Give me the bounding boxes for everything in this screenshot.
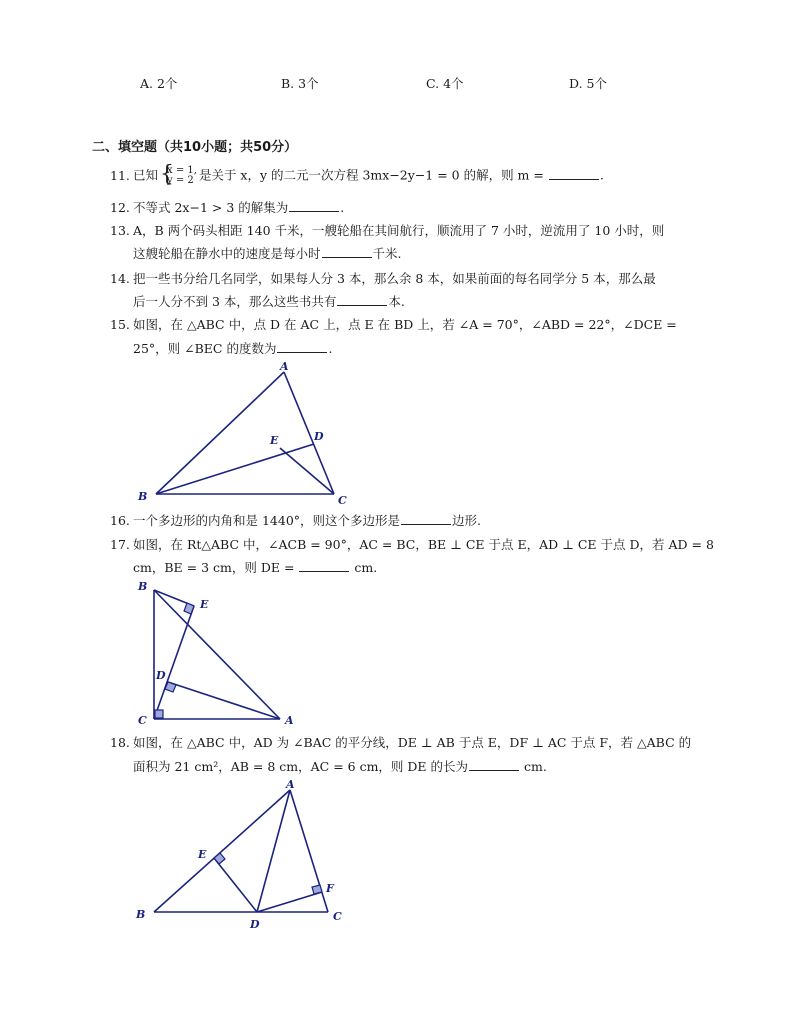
question-13-line2	[133, 245, 402, 263]
segment-ad	[257, 790, 290, 912]
question-number: 14.	[110, 271, 130, 286]
answer-blank[interactable]	[289, 199, 339, 212]
vertex-label-a: A	[280, 360, 289, 373]
vertex-label-a: A	[286, 778, 295, 791]
question-text: 这艘轮船在静水中的速度是每小时	[133, 246, 321, 261]
vertex-label-d: D	[314, 430, 324, 443]
question-text: .	[328, 341, 333, 356]
question-number: 15.	[110, 317, 130, 332]
question-number: 17.	[110, 537, 130, 552]
question-text: 边形.	[452, 513, 482, 528]
question-15	[110, 316, 677, 334]
option-d: D. 5个	[569, 76, 607, 91]
system-line-1: x = 1,	[167, 165, 197, 176]
question-text: 后一人分不到 3 本，那么这些书共有	[133, 294, 337, 309]
question-number: 18.	[110, 735, 130, 750]
question-number: 12.	[110, 200, 130, 215]
vertex-label-f: F	[326, 882, 334, 895]
segment-ab	[156, 372, 284, 494]
segment-ad	[168, 682, 280, 719]
question-17-line2	[133, 559, 377, 577]
vertex-label-c: C	[333, 910, 342, 923]
vertex-label-a: A	[285, 714, 294, 727]
answer-blank[interactable]	[322, 245, 372, 258]
segment-ac	[284, 372, 334, 494]
question-number: 11.	[110, 167, 130, 183]
question-15-line2	[133, 340, 332, 358]
question-13	[110, 222, 664, 240]
question-14	[110, 270, 656, 288]
question-text: 一个多边形的内角和是 1440°，则这个多边形是	[133, 513, 401, 528]
question-text: 本.	[388, 294, 405, 309]
right-angle-marker-e	[214, 853, 225, 864]
segment-ce	[154, 606, 194, 719]
question-18	[110, 734, 691, 752]
question-14-line2	[133, 293, 405, 311]
question-number: 16.	[110, 513, 130, 528]
segment-ac	[290, 790, 328, 912]
question-text: 千米.	[372, 246, 402, 261]
question-number: 13.	[110, 223, 130, 238]
option-a: A. 2个	[140, 76, 178, 91]
question-text: 把一些书分给几名同学，如果每人分 3 本，那么余 8 本，如果前面的每名同学分 5 本，那么最	[133, 271, 656, 286]
answer-blank[interactable]	[401, 512, 451, 525]
right-angle-marker-c	[155, 710, 163, 718]
question-text: cm，BE = 3 cm，则 DE =	[133, 560, 299, 575]
right-angle-marker-f	[312, 885, 322, 894]
vertex-label-c: C	[138, 714, 147, 727]
question-text: 不等式 2x−1 > 3 的解集为	[133, 200, 289, 215]
vertex-label-d: D	[250, 918, 260, 928]
question-text: 是关于 x，y 的二元一次方程 3mx−2y−1 = 0 的解，则 m =	[198, 167, 548, 183]
question-text: 如图，在 Rt△ABC 中，∠ACB = 90°，AC = BC，BE ⊥ CE 于点 E，AD ⊥ CE 于点 D，若 AD = 8	[133, 537, 714, 552]
segment-ec	[280, 448, 334, 494]
vertex-label-d: D	[156, 669, 166, 682]
option-b: B. 3个	[281, 76, 319, 91]
question-end: .	[340, 200, 345, 215]
vertex-label-e: E	[200, 598, 209, 611]
vertex-label-b: B	[136, 908, 146, 921]
question-end: .	[599, 167, 604, 183]
question-18-line2	[133, 758, 547, 776]
figure-15-triangle	[130, 358, 360, 508]
segment-df	[257, 892, 322, 912]
section-title: 二、填空题（共10小题；共50分）	[92, 140, 298, 155]
figure-17-triangle	[130, 578, 310, 728]
segment-bd	[156, 444, 314, 494]
question-11	[110, 162, 604, 187]
segment-ba	[154, 590, 280, 719]
vertex-label-e: E	[198, 848, 207, 861]
answer-blank[interactable]	[549, 167, 599, 180]
vertex-label-e: E	[270, 434, 279, 447]
option-c: C. 4个	[426, 76, 464, 91]
vertex-label-b: B	[138, 490, 148, 503]
question-16	[110, 512, 481, 530]
question-text: 面积为 21 cm²，AB = 8 cm，AC = 6 cm，则 DE 的长为	[133, 759, 469, 774]
answer-blank[interactable]	[299, 559, 349, 572]
question-text: 已知	[133, 167, 159, 183]
vertex-label-c: C	[338, 494, 347, 507]
vertex-label-b: B	[138, 580, 148, 593]
equation-system: { x = 1, y = 2	[160, 162, 197, 187]
question-17	[110, 536, 714, 554]
question-text: cm.	[520, 759, 547, 774]
answer-blank[interactable]	[469, 758, 519, 771]
question-text: 如图，在 △ABC 中，AD 为 ∠BAC 的平分线，DE ⊥ AB 于点 E，DF ⊥ AC 于点 F，若 △ABC 的	[133, 735, 692, 750]
segment-de	[214, 858, 257, 912]
question-text: 25°，则 ∠BEC 的度数为	[133, 341, 277, 356]
system-line-2: y = 2	[167, 175, 194, 186]
answer-blank[interactable]	[337, 293, 387, 306]
question-12	[110, 199, 344, 217]
answer-blank[interactable]	[277, 340, 327, 353]
segment-ab	[154, 790, 290, 912]
question-text: cm.	[350, 560, 378, 575]
question-text: 如图，在 △ABC 中，点 D 在 AC 上，点 E 在 BD 上，若 ∠A = 70°，∠ABD = 22°，∠DCE =	[133, 317, 677, 332]
question-text: A，B 两个码头相距 140 千米，一艘轮船在其间航行，顺流用了 7 小时，逆流用了 10 小时，则	[133, 223, 665, 238]
figure-18-triangle	[130, 778, 360, 928]
